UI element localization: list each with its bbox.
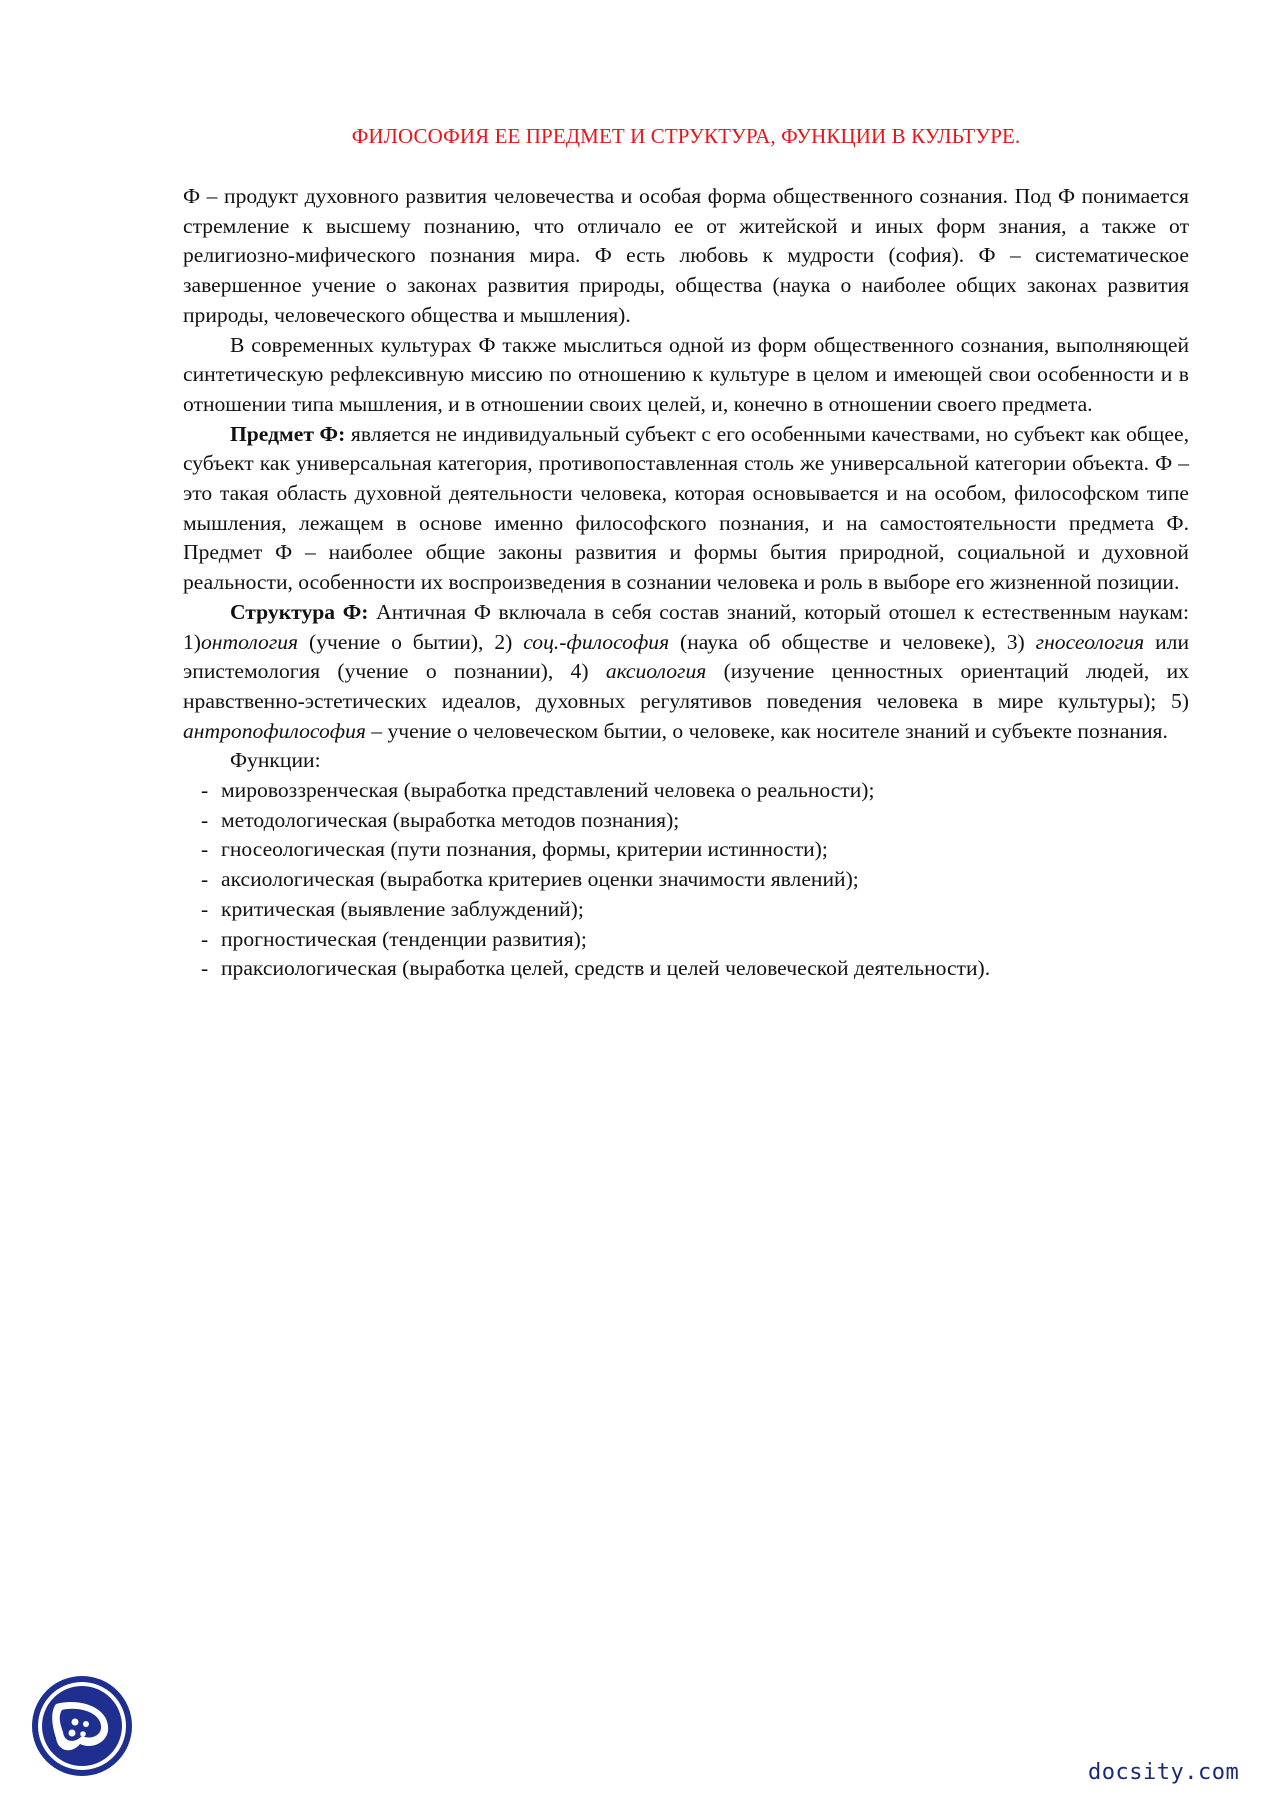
- list-item: - прогностическая (тенденции развития);: [201, 926, 587, 951]
- list-item: - праксиологическая (выработка целей, средств и целей человеческой деятельности).: [201, 956, 991, 981]
- functions-heading: Функции:: [230, 748, 321, 773]
- term-axiology: аксиология: [605, 659, 707, 684]
- docsity-brand-link[interactable]: docsity.com: [1088, 1760, 1240, 1785]
- structure-label: Структура Ф:: [230, 599, 369, 624]
- list-item: - критическая (выявление заблуждений);: [201, 896, 584, 921]
- list-item: - гносеологическая (пути познания, формы, критерии истинности);: [201, 837, 828, 862]
- paragraph-structure: [183, 598, 1189, 747]
- structure-text-4: или эпистемология (учение о познании), 4): [183, 629, 1189, 684]
- term-ontology: онтология: [201, 629, 299, 654]
- paragraph-subject: [183, 420, 1189, 598]
- paragraph-definition: Ф – продукт духовного развития человечества и особая форма общественного сознания. Под Ф понимается стремление к высшему познанию, что отличало ее от житейской и иных форм знания, а также от религиозно-мифического познания мира. Ф есть любовь к мудрости (софия). Ф – систематическое завершенное учение о законах развития природы, общества (наука о наиболее общих законах развития природы, человеческого общества и мышления).: [183, 184, 1189, 327]
- document-body: [183, 182, 1189, 984]
- list-item: - мировоззренческая (выработка представлений человека о реальности);: [201, 778, 875, 803]
- functions-list: [183, 776, 1189, 984]
- structure-text-3: (наука об обществе и человеке), 3): [669, 629, 1036, 654]
- structure-text-6: – учение о человеческом бытии, о человеке, как носителе знаний и субъекте познания.: [365, 718, 1168, 743]
- paragraph-modern-cultures: В современных культурах Ф также мыслиться одной из форм общественного сознания, выполняющей синтетическую рефлексивную миссию по отношению к культуре в целом и имеющей свои особенности и в отношении типа мышления, и в отношении своих целей, и, конечно в отношении своего предмета.: [183, 332, 1189, 416]
- term-gnoseology: гносеология: [1035, 629, 1145, 654]
- term-social-philosophy: соц.-философия: [523, 629, 670, 654]
- docsity-logo-icon[interactable]: [28, 1672, 136, 1780]
- structure-text-2: (учение о бытии), 2): [298, 629, 524, 654]
- structure-text-1: Античная Ф включала в себя состав знаний, который отошел к естественным наукам: 1): [183, 599, 1189, 654]
- list-item: - методологическая (выработка методов познания);: [201, 807, 680, 832]
- subject-label: Предмет Ф:: [230, 421, 346, 446]
- list-item: - аксиологическая (выработка критериев оценки значимости явлений);: [201, 867, 859, 892]
- subject-text: является не индивидуальный субъект с его особенными качествами, но субъект как общее, субъект как универсальная категория, противопоставленная столь же универсальной категории объекта. Ф – это такая область духовной деятельности человека, которая основывается и на особом, философском типе мышления, лежащем в основе именно философского познания, и на самостоятельности предмета Ф. Предмет Ф – наиболее общие законы развития и формы бытия природной, социальной и духовной реальности, особенности их воспроизведения в сознании человека и роль в выборе его жизненной позиции.: [183, 421, 1189, 595]
- structure-text-5: (изучение ценностных ориентаций людей, их нравственно-эстетических идеалов, духовных регулятивов поведения человека в мире культуры); 5): [183, 659, 1189, 713]
- document-title: ФИЛОСОФИЯ ЕЕ ПРЕДМЕТ И СТРУКТУРА, ФУНКЦИИ В КУЛЬТУРЕ.: [351, 124, 1021, 148]
- term-anthropophilosophy: антропофилософия: [183, 718, 366, 743]
